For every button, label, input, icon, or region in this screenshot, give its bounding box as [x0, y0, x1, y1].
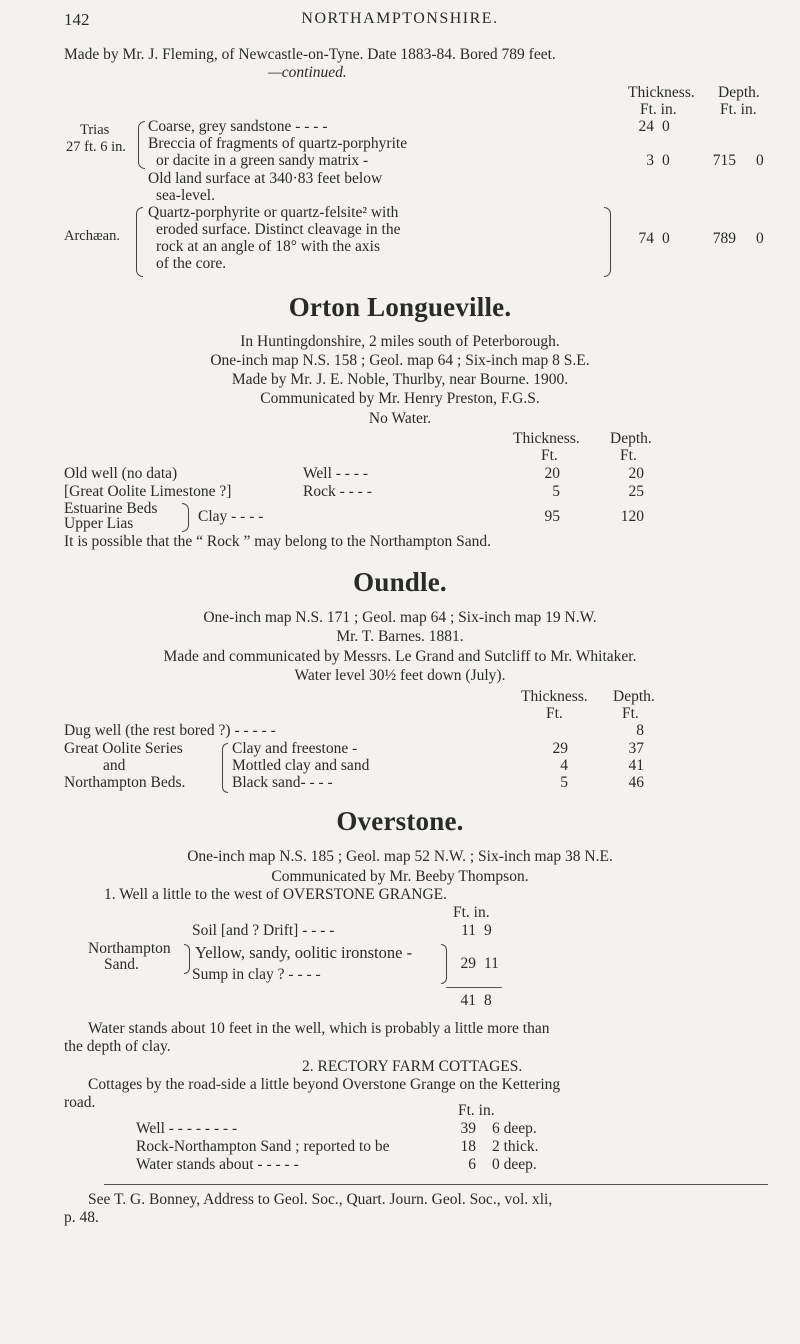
overstone-water-note: the depth of clay. [64, 1038, 171, 1055]
oundle-col-depth: Depth. [613, 688, 655, 705]
oundle-row: Black sand- - - - [232, 774, 333, 791]
orton-depth: 120 [620, 508, 644, 525]
overstone-cottages: Cottages by the road-side a little beyond Overstone Grange on the Kettering [88, 1076, 561, 1093]
oundle-thickness: 29 [552, 740, 568, 757]
orton-row-label: [Great Oolite Limestone ?] [64, 483, 232, 500]
archaean-label: Archæan. [64, 228, 120, 244]
depth-ft: 715 [712, 152, 736, 169]
oundle-depth: 41 [628, 757, 644, 774]
oundle-row: Clay and freestone - [232, 740, 358, 757]
thickness-in: 0 [662, 230, 670, 247]
ns-value-in: 11 [484, 955, 499, 972]
overstone-row2-rest: 0 deep. [492, 1156, 537, 1173]
orton-line: Made by Mr. J. E. Noble, Thurlby, near Bourne. 1900. [231, 371, 569, 388]
archaean-brace [136, 207, 143, 277]
thickness-in: 0 [662, 118, 670, 135]
total-rule [446, 987, 502, 988]
oundle-line: One-inch map N.S. 171 ; Geol. map 64 ; Six-inch map 19 N.W. [203, 609, 597, 626]
fleming-row: Breccia of fragments of quartz-porphyrite [148, 135, 408, 152]
orton-units-thickness: Ft. [541, 447, 558, 464]
oundle-thickness: 5 [560, 774, 568, 791]
section-title-orton: Orton Longueville. [288, 292, 512, 322]
depth-in: 0 [756, 152, 764, 169]
thickness-ft: 74 [638, 230, 654, 247]
section-title-overstone: Overstone. [336, 806, 464, 836]
oundle-group-label: and [103, 757, 126, 774]
oundle-line: Made and communicated by Messrs. Le Grand and Sutcliff to Mr. Whitaker. [163, 648, 637, 665]
ns-label: Northampton [88, 940, 171, 957]
orton-units-depth: Ft. [620, 447, 637, 464]
orton-line: One-inch map N.S. 158 ; Geol. map 64 ; Six-inch map 8 S.E. [210, 352, 590, 369]
orton-thickness: 20 [544, 465, 560, 482]
orton-row-label: Estuarine Beds [64, 500, 158, 517]
overstone-units2: Ft. in. [458, 1102, 495, 1119]
overstone-row2: Water stands about - - - - - [136, 1156, 299, 1173]
footnote-line: See T. G. Bonney, Address to Geol. Soc., Quart. Journ. Geol. Soc., vol. xli, [88, 1191, 553, 1208]
overstone-row2-ft: 6 [468, 1156, 476, 1173]
orton-depth: 25 [628, 483, 644, 500]
oundle-line: Mr. T. Barnes. 1881. [336, 628, 464, 645]
trias-label: Trias [80, 122, 110, 138]
orton-row-label: Old well (no data) [64, 465, 178, 482]
fleming-continued: —continued. [268, 64, 347, 81]
overstone-water-note: Water stands about 10 feet in the well, which is probably a little more than [88, 1020, 550, 1037]
overstone-well1-heading: 1. Well a little to the west of OVERSTONE GRANGE. [104, 886, 448, 903]
orton-line: No Water. [368, 410, 432, 427]
oundle-col-thickness: Thickness. [521, 688, 588, 705]
fleming-row: eroded surface. Distinct cleavage in the [156, 221, 401, 238]
col-thickness: Thickness. [628, 84, 695, 101]
orton-row-label: Upper Lias [64, 515, 134, 532]
trias-brace [138, 121, 145, 169]
fleming-row: rock at an angle of 18° with the axis [156, 238, 380, 255]
orton-depth: 20 [628, 465, 644, 482]
units-thickness: Ft. in. [640, 101, 677, 118]
orton-note: It is possible that the “ Rock ” may belong to the Northampton Sand. [64, 533, 492, 550]
fleming-row: sea-level. [156, 187, 215, 204]
overstone-row2-ft: 39 [460, 1120, 476, 1137]
overstone-row2-rest: 2 thick. [492, 1138, 539, 1155]
overstone-row2-rest: 6 deep. [492, 1120, 537, 1137]
depth-ft: 789 [712, 230, 736, 247]
thickness-ft: 24 [638, 118, 654, 135]
orton-col-thickness: Thickness. [513, 430, 580, 447]
oundle-brace [222, 743, 228, 793]
orton-row-kind: Well - - - - [303, 465, 369, 482]
units-depth: Ft. in. [720, 101, 757, 118]
fleming-row: of the core. [156, 255, 227, 272]
overstone-row2-ft: 18 [460, 1138, 476, 1155]
total-in: 8 [484, 992, 492, 1009]
footnote-line: p. 48. [64, 1209, 99, 1226]
orton-row-kind: Clay - - - - [198, 508, 264, 525]
oundle-line: Water level 30½ feet down (July). [294, 667, 506, 684]
overstone-cottages: road. [64, 1094, 96, 1111]
footnote-rule [104, 1184, 768, 1185]
overstone-row2: Rock-Northampton Sand ; reported to be [136, 1138, 390, 1155]
overstone-row2: Well - - - - - - - - [136, 1120, 238, 1137]
overstone-units: Ft. in. [453, 904, 490, 921]
fleming-row: Coarse, grey sandstone - - - - [148, 118, 328, 135]
oundle-depth: 37 [628, 740, 644, 757]
oundle-depth: 46 [628, 774, 644, 791]
ns-label: Sand. [104, 956, 139, 973]
oundle-thickness: 4 [560, 757, 568, 774]
fleming-row: Quartz-porphyrite or quartz-felsite² with [148, 204, 399, 221]
trias-thickness-label: 27 ft. 6 in. [66, 139, 127, 155]
orton-thickness: 95 [544, 508, 560, 525]
orton-line: In Huntingdonshire, 2 miles south of Peterborough. [240, 333, 560, 350]
thickness-in: 0 [662, 152, 670, 169]
ns-row: Sump in clay ? - - - - [192, 966, 321, 983]
col-depth: Depth. [718, 84, 760, 101]
ns-row: Yellow, sandy, oolitic ironstone - [195, 943, 413, 962]
oundle-group-label: Great Oolite Series [64, 740, 183, 757]
ns-brace [184, 944, 190, 974]
total-ft: 41 [460, 992, 476, 1009]
orton-row-kind: Rock - - - - [303, 483, 372, 500]
running-title: NORTHAMPTONSHIRE. [301, 10, 499, 27]
orton-line: Communicated by Mr. Henry Preston, F.G.S. [260, 390, 540, 407]
overstone-line: One-inch map N.S. 185 ; Geol. map 52 N.W. ; Six-inch map 38 N.E. [187, 848, 613, 865]
overstone-line: Communicated by Mr. Beeby Thompson. [271, 868, 529, 885]
oundle-group-label: Northampton Beds. [64, 774, 186, 791]
fleming-row: or dacite in a green sandy matrix - [156, 152, 369, 169]
fleming-row: Old land surface at 340·83 feet below [148, 170, 383, 187]
orton-thickness: 5 [552, 483, 560, 500]
orton-col-depth: Depth. [610, 430, 652, 447]
ns-value-brace [441, 944, 447, 984]
page-number: 142 [64, 10, 90, 29]
archaean-right-brace [604, 207, 611, 277]
depth-in: 0 [756, 230, 764, 247]
oundle-row: Mottled clay and sand [232, 757, 370, 774]
ns-value-ft: 29 [460, 955, 476, 972]
section-title-oundle: Oundle. [353, 567, 447, 597]
overstone-soil-in: 9 [484, 922, 492, 939]
oundle-depth: 8 [636, 722, 644, 739]
overstone-well2-heading: 2. RECTORY FARM COTTAGES. [302, 1058, 523, 1075]
oundle-units-thickness: Ft. [546, 705, 563, 722]
oundle-units-depth: Ft. [622, 705, 639, 722]
oundle-row: Dug well (the rest bored ?) - - - - - [64, 722, 276, 739]
overstone-soil: Soil [and ? Drift] - - - - [192, 922, 335, 939]
orton-brace [182, 503, 189, 532]
thickness-ft: 3 [646, 152, 654, 169]
overstone-soil-ft: 11 [461, 922, 476, 939]
fleming-intro: Made by Mr. J. Fleming, of Newcastle-on-Tyne. Date 1883-84. Bored 789 feet. [64, 46, 556, 63]
